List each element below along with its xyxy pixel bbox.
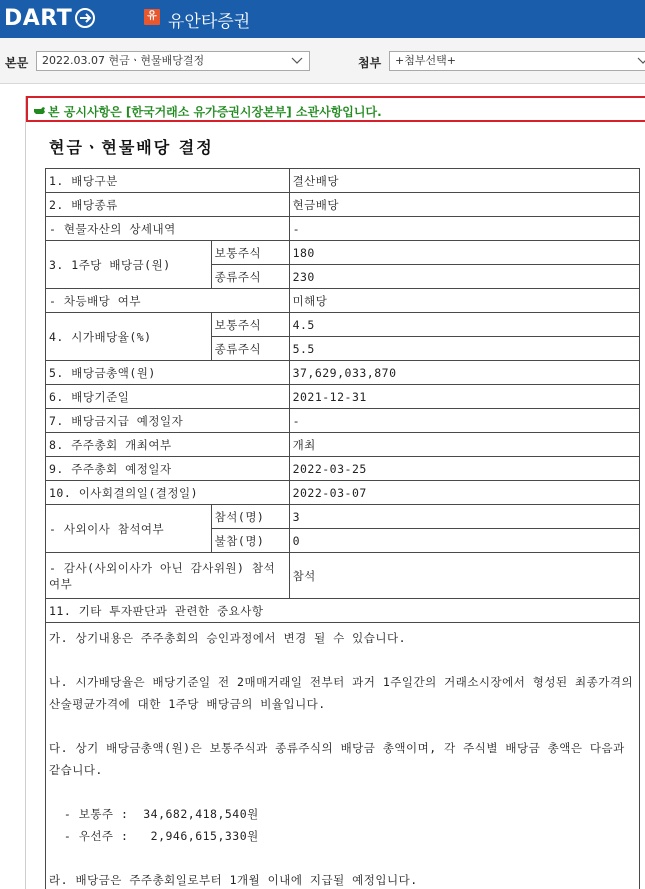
row-value: -: [289, 217, 639, 241]
row-label: - 감사(사외이사가 아닌 감사위원) 참석여부: [46, 553, 290, 599]
row-label: - 현물자산의 상세내역: [46, 217, 290, 241]
row-label: 3. 1주당 배당금(원): [46, 241, 212, 289]
note-ra: 라. 배당금은 주주총회일로부터 1개월 이내에 지급될 예정입니다.: [49, 873, 418, 887]
chevron-down-icon: [291, 55, 303, 67]
table-row: [46, 361, 640, 385]
row-label: 6. 배당기준일: [46, 385, 290, 409]
row-sublabel: 보통주식: [211, 313, 289, 337]
document-title: 현금ㆍ현물배당 결정: [49, 138, 214, 157]
note-na: 나. 시가배당율은 배당기준일 전 2매매거래일 전부터 과거 1주일간의 거래소시장에서 형성된 최종가격의 산술평균가격에 대한 1주당 배당금의 비율입니다.: [49, 675, 641, 711]
row-label: - 차등배당 여부: [46, 289, 290, 313]
row-label: 11. 기타 투자판단과 관련한 중요사항: [46, 599, 640, 623]
table-row: [46, 313, 640, 337]
row-value: 37,629,033,870: [289, 361, 639, 385]
row-sublabel: 참석(명): [211, 505, 289, 529]
table-row: [46, 409, 640, 433]
row-label: 4. 시가배당율(%): [46, 313, 212, 361]
row-value: 5.5: [289, 337, 639, 361]
notice-banner: [26, 96, 645, 122]
row-value: 개최: [289, 433, 639, 457]
attachment-select-value: +첨부선택+: [395, 54, 456, 67]
note-ga: 가. 상기내용은 주주총회의 승인과정에서 변경 될 수 있습니다.: [49, 631, 407, 645]
row-label: 5. 배당금총액(원): [46, 361, 290, 385]
row-label: 8. 주주총회 개최여부: [46, 433, 290, 457]
chevron-down-icon: [637, 55, 645, 67]
row-value: 결산배당: [289, 169, 639, 193]
note-preferred-amount: - 우선주 : 2,946,615,330원: [49, 829, 259, 843]
row-value: 4.5: [289, 313, 639, 337]
dart-logo-icon: [74, 7, 96, 29]
note-da: 다. 상기 배당금총액(원)은 보통주식과 종류주식의 배당금 총액이며, 각 주식별 배당금 총액은 다음과 같습니다.: [49, 741, 633, 777]
row-value: 2022-03-25: [289, 457, 639, 481]
company-badge: 유: [144, 9, 160, 25]
table-row: [46, 385, 640, 409]
row-label: 2. 배당종류: [46, 193, 290, 217]
table-row: [46, 217, 640, 241]
table-row: [46, 193, 640, 217]
row-value: 230: [289, 265, 639, 289]
dart-logo[interactable]: [4, 4, 96, 32]
table-row: [46, 481, 640, 505]
company-name: 유안타증권: [168, 12, 251, 32]
table-row: [46, 433, 640, 457]
row-value: 0: [289, 529, 639, 553]
main-body-select-value: 2022.03.07 현금ㆍ현물배당결정: [42, 54, 205, 67]
notice-text: 본 공시사항은 [한국거래소 유가증권시장본부] 소관사항입니다.: [48, 105, 382, 119]
row-value: 미해당: [289, 289, 639, 313]
row-sublabel: 불참(명): [211, 529, 289, 553]
row-label: 7. 배당금지급 예정일자: [46, 409, 290, 433]
table-row: [46, 241, 640, 265]
row-value: 180: [289, 241, 639, 265]
table-row: [46, 623, 640, 889]
dart-logo-text: DART: [4, 5, 73, 31]
row-label: 1. 배당구분: [46, 169, 290, 193]
row-value: 3: [289, 505, 639, 529]
main-body-select[interactable]: [36, 51, 310, 71]
dividend-table: [45, 168, 640, 889]
attachment-label: 첨부: [358, 56, 382, 70]
row-label: 9. 주주총회 예정일자: [46, 457, 290, 481]
notes-cell: [46, 623, 640, 889]
main-body-label: 본문: [5, 56, 29, 70]
document-toolbar: [0, 38, 645, 84]
row-sublabel: 보통주식: [211, 241, 289, 265]
row-value: -: [289, 409, 639, 433]
note-common-amount: - 보통주 : 34,682,418,540원: [49, 807, 259, 821]
row-label: 10. 이사회결의일(결정일): [46, 481, 290, 505]
row-label: - 사외이사 참석여부: [46, 505, 212, 553]
row-value: 현금배당: [289, 193, 639, 217]
table-row: [46, 457, 640, 481]
pointing-hand-icon: [34, 106, 46, 115]
table-row: [46, 289, 640, 313]
row-sublabel: 종류주식: [211, 265, 289, 289]
row-sublabel: 종류주식: [211, 337, 289, 361]
table-row: [46, 169, 640, 193]
row-value: 2022-03-07: [289, 481, 639, 505]
table-row: [46, 505, 640, 529]
row-value: 참석: [289, 553, 639, 599]
table-row: [46, 553, 640, 599]
top-header: [0, 0, 645, 38]
row-value: 2021-12-31: [289, 385, 639, 409]
attachment-select[interactable]: [389, 51, 645, 71]
table-row: [46, 599, 640, 623]
